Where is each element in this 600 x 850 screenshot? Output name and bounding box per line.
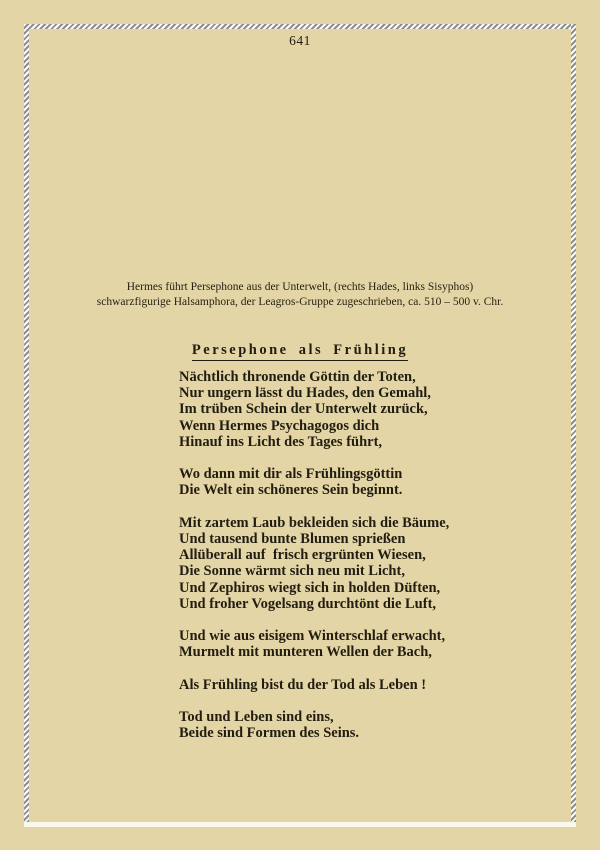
poem-line: Im trüben Schein der Unterwelt zurück, (179, 401, 428, 418)
poem-line: Nächtlich thronende Göttin der Toten, (179, 369, 416, 385)
poem-title-row (0, 341, 600, 361)
poem-line: Wenn Hermes Psychagogos dich (179, 417, 380, 434)
poem-line: Nur ungern lässt du Hades, den Gemahl, (179, 385, 431, 402)
frame-top-border (24, 24, 576, 29)
poem-line: Die Sonne wärmt sich neu mit Licht, (179, 563, 405, 580)
caption-line-1: Hermes führt Persephone aus der Unterwelt, (rechts Hades, links Sisyphos) (126, 281, 474, 293)
poem-line: Und wie aus eisigem Winterschlaf erwacht, (179, 628, 446, 645)
poem-line: Hinauf ins Licht des Tages führt, (179, 433, 383, 450)
poem-line: Tod und Leben sind eins, (179, 709, 334, 726)
poem-line: Als Frühling bist du der Tod als Leben ! (179, 676, 427, 693)
poem-stanza (179, 466, 449, 498)
poem-line: Mit zartem Laub bekleiden sich die Bäume, (179, 514, 450, 531)
poem-line: Wo dann mit dir als Frühlingsgöttin (179, 466, 403, 483)
frame-right-border (571, 24, 576, 822)
frame-bottom-border (24, 822, 576, 827)
poem-line: Allüberall auf frisch ergrünten Wiesen, (179, 547, 426, 564)
poem-stanza (179, 677, 449, 693)
page-number: 641 (289, 33, 311, 48)
poem-stanza (179, 628, 449, 660)
caption-line-2: schwarzfigurige Halsamphora, der Leagros-Gruppe zugeschrieben, ca. 510 – 500 v. Chr. (96, 296, 504, 308)
poem-stanza (179, 709, 449, 741)
poem-line: Und froher Vogelsang durchtönt die Luft, (179, 595, 437, 612)
poem-title: Persephone als Frühling (192, 342, 408, 361)
poem-line: Und Zephiros wiegt sich in holden Düften, (179, 579, 441, 596)
poem-line: Beide sind Formen des Seins. (179, 725, 360, 742)
poem-line: Und tausend bunte Blumen sprießen (179, 531, 406, 547)
poem-stanza (179, 369, 449, 450)
poem-line: Murmelt mit munteren Wellen der Bach, (179, 644, 432, 661)
poem (179, 369, 449, 758)
poem-line: Die Welt ein schöneres Sein beginnt. (179, 482, 403, 499)
image-caption (0, 280, 600, 310)
frame-left-border (24, 24, 29, 822)
poem-stanza (179, 515, 449, 612)
